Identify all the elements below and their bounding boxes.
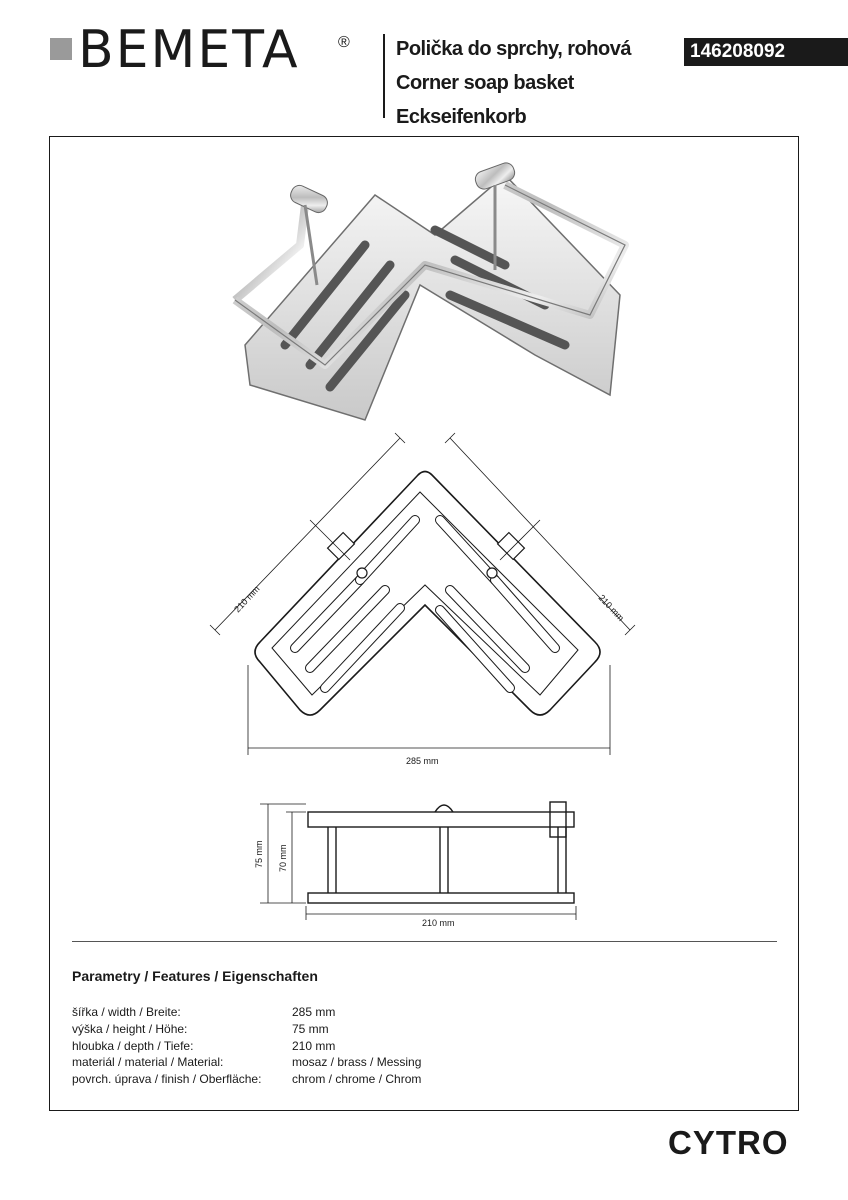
spec-value: 75 mm (292, 1021, 329, 1036)
spec-label: povrch. úprava / finish / Oberfläche: (72, 1072, 262, 1087)
registered-mark: ® (338, 34, 350, 51)
spec-label: hloubka / depth / Tiefe: (72, 1038, 194, 1053)
plan-view-drawing (200, 420, 640, 780)
side-view-drawing (240, 790, 600, 940)
spec-label: výška / height / Höhe: (72, 1021, 188, 1036)
table-row (72, 1071, 421, 1088)
table-row (72, 1038, 421, 1055)
side-dim-height-outer: 75 mm (254, 840, 264, 868)
plan-dim-right: 210 mm (596, 592, 627, 624)
spec-value: chrom / chrome / Chrom (292, 1072, 422, 1087)
table-row (72, 1054, 421, 1071)
plan-dim-bottom: 285 mm (406, 756, 439, 766)
spec-label: šířka / width / Breite: (72, 1005, 181, 1019)
series-name: CYTRO (668, 1124, 789, 1161)
features-title: Parametry / Features / Eigenschaften (72, 968, 318, 984)
table-row (72, 1021, 421, 1038)
side-dim-bottom: 210 mm (422, 918, 455, 928)
header-divider (383, 34, 385, 118)
features-divider (72, 941, 777, 942)
spec-value: 285 mm (292, 1005, 336, 1019)
product-photo (205, 155, 645, 435)
side-dim-height-inner: 70 mm (278, 844, 288, 872)
spec-value: 210 mm (292, 1038, 336, 1053)
title-de: Eckseifenkorb (396, 106, 527, 128)
features-table (72, 1004, 421, 1088)
product-titles (396, 32, 631, 134)
logo-square-mark (50, 38, 72, 60)
plan-dim-left: 210 mm (232, 583, 262, 615)
title-en: Corner soap basket (396, 72, 574, 94)
brand-logo: BEMETA (78, 20, 300, 80)
spec-value: mosaz / brass / Messing (292, 1055, 422, 1070)
table-row (72, 1004, 421, 1021)
product-code-badge: 146208092 (684, 38, 848, 66)
spec-label: materiál / material / Material: (72, 1055, 224, 1070)
title-cz: Polička do sprchy, rohová (396, 38, 631, 60)
